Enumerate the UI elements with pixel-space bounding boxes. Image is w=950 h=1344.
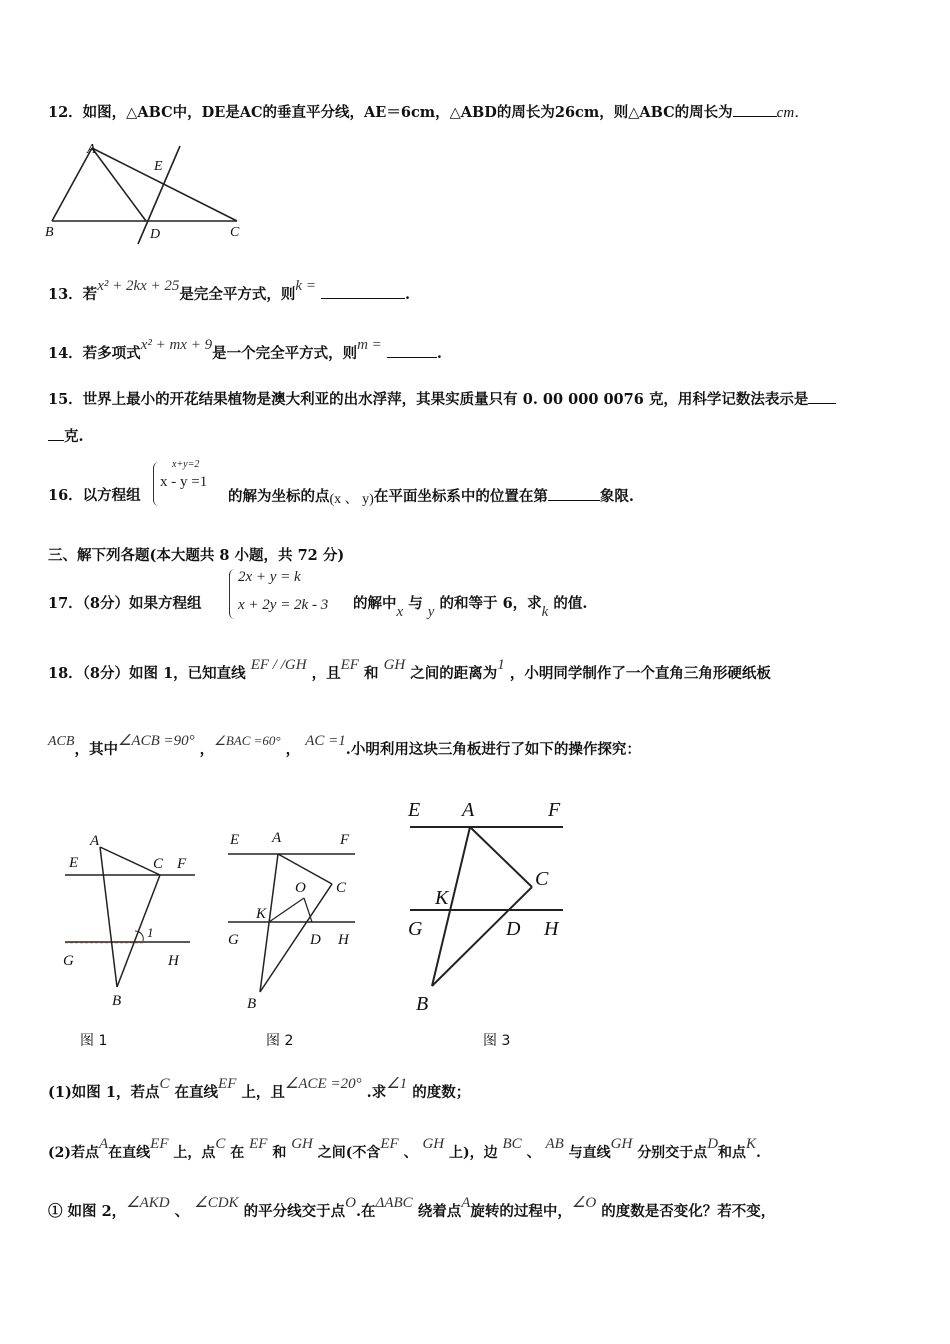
fig1-label-C: C (153, 856, 164, 872)
q17-rest: 的解中x 与 y 的和等于 6，求k 的值. (353, 595, 588, 620)
fig1-label-E: E (69, 855, 79, 871)
fig2-caption: 图 2 (266, 1033, 294, 1049)
section-3-heading: 三、解下列各题(本大题共 8 小题，共 72 分) (48, 547, 345, 564)
label-A: A (87, 142, 96, 157)
answer-blank (808, 389, 836, 404)
fig2-label-K: K (256, 906, 267, 922)
q18-figure-3 (398, 790, 578, 1020)
answer-blank (48, 426, 64, 441)
q18-part2: (2)若点A在直线EF 上，点C 在 EF 和 GH 之间(不含EF 、 GH 上)，边 BC 、 AB 与直线GH 分别交于点D和点K. (48, 1136, 761, 1161)
q16-eq1: x+y=2 (172, 459, 200, 470)
label-E: E (154, 159, 163, 174)
label-B: B (45, 225, 54, 240)
answer-blank (387, 343, 437, 358)
answer-blank (733, 102, 777, 117)
q16-rest: 的解为坐标的点(x 、 y)在平面坐标系中的位置在第 象限. (228, 488, 634, 507)
q17-eq2: x + 2y = 2k - 3 (238, 597, 329, 613)
q14-text: 14．若多项式x² + mx + 9是一个完全平方式，则m = . (48, 337, 442, 362)
q18-line2: ACB，其中∠ACB =90° ，∠BAC =60° ， AC =1.小明利用这块三角板进行了如下的操作探究： (48, 733, 641, 758)
fig2-label-C: C (336, 880, 347, 896)
q13-text: 13．若x² + 2kx + 25是完全平方式，则k = . (48, 278, 411, 303)
fig2-label-E: E (230, 832, 240, 848)
fig1-label-G: G (63, 953, 74, 969)
fig1-label-1: 1 (147, 925, 154, 940)
fig3-label-F: F (548, 799, 561, 821)
answer-blank (548, 486, 600, 501)
fig2-label-D: D (310, 932, 321, 948)
fig3-label-K: K (435, 887, 449, 909)
fig2-label-G: G (228, 932, 239, 948)
label-D: D (150, 227, 161, 242)
fig3-label-H: H (544, 918, 559, 940)
fig1-label-F: F (177, 856, 187, 872)
q18-part3: ① 如图 2，∠AKD 、 ∠CDK 的平分线交于点O.在ΔABC 绕着点A旋转的过程中，∠O 的度数是否变化？若不变， (48, 1195, 776, 1220)
fig1-label-H: H (168, 953, 179, 969)
q18-figure-2 (220, 820, 370, 1020)
q15-line2: 克. (48, 426, 84, 447)
fig2-label-O: O (295, 880, 306, 896)
q17-eq1: 2x + y = k (238, 569, 301, 585)
q18-line1: 18．（8分）如图 1，已知直线 EF / /GH ，且EF 和 GH 之间的距离为1 ，小明同学制作了一个直角三角形硬纸板 (48, 657, 771, 682)
fig3-label-A: A (462, 799, 475, 821)
fig3-label-B: B (416, 993, 429, 1015)
q12-figure (40, 138, 255, 248)
q18-figure-1 (55, 825, 205, 1015)
fig3-label-E: E (408, 799, 421, 821)
fig3-label-D: D (506, 918, 521, 940)
fig1-label-B: B (112, 993, 122, 1009)
fig2-label-A: A (272, 830, 282, 846)
answer-blank (321, 284, 405, 299)
fig1-label-A: A (90, 833, 100, 849)
fig3-label-C: C (535, 868, 549, 890)
fig3-label-G: G (408, 918, 423, 940)
fig2-label-H: H (338, 932, 349, 948)
fig2-label-B: B (247, 996, 257, 1012)
fig2-label-F: F (340, 832, 350, 848)
q12-text: 12．如图，△ABC中，DE是AC的垂直平分线，AE＝6cm，△ABD的周长为26cm，则△ABC的周长为 cm． (48, 104, 810, 121)
q16-num: 16．以方程组 (48, 487, 141, 504)
q15-line1: 15．世界上最小的开花结果植物是澳大利亚的出水浮萍，其果实质量只有 0. 00 000 0076 克，用科学记数法表示是 (48, 389, 836, 410)
label-C: C (230, 225, 240, 240)
q18-part1: (1)如图 1，若点C 在直线EF 上，且∠ACE =20° .求∠1 的度数； (48, 1076, 471, 1101)
fig3-caption: 图 3 (483, 1033, 511, 1049)
q16-eq2: x - y =1 (160, 474, 208, 490)
q17-brace (229, 569, 238, 619)
q17-num: 17．（8分）如果方程组 (48, 595, 202, 612)
fig1-caption: 图 1 (80, 1033, 108, 1049)
